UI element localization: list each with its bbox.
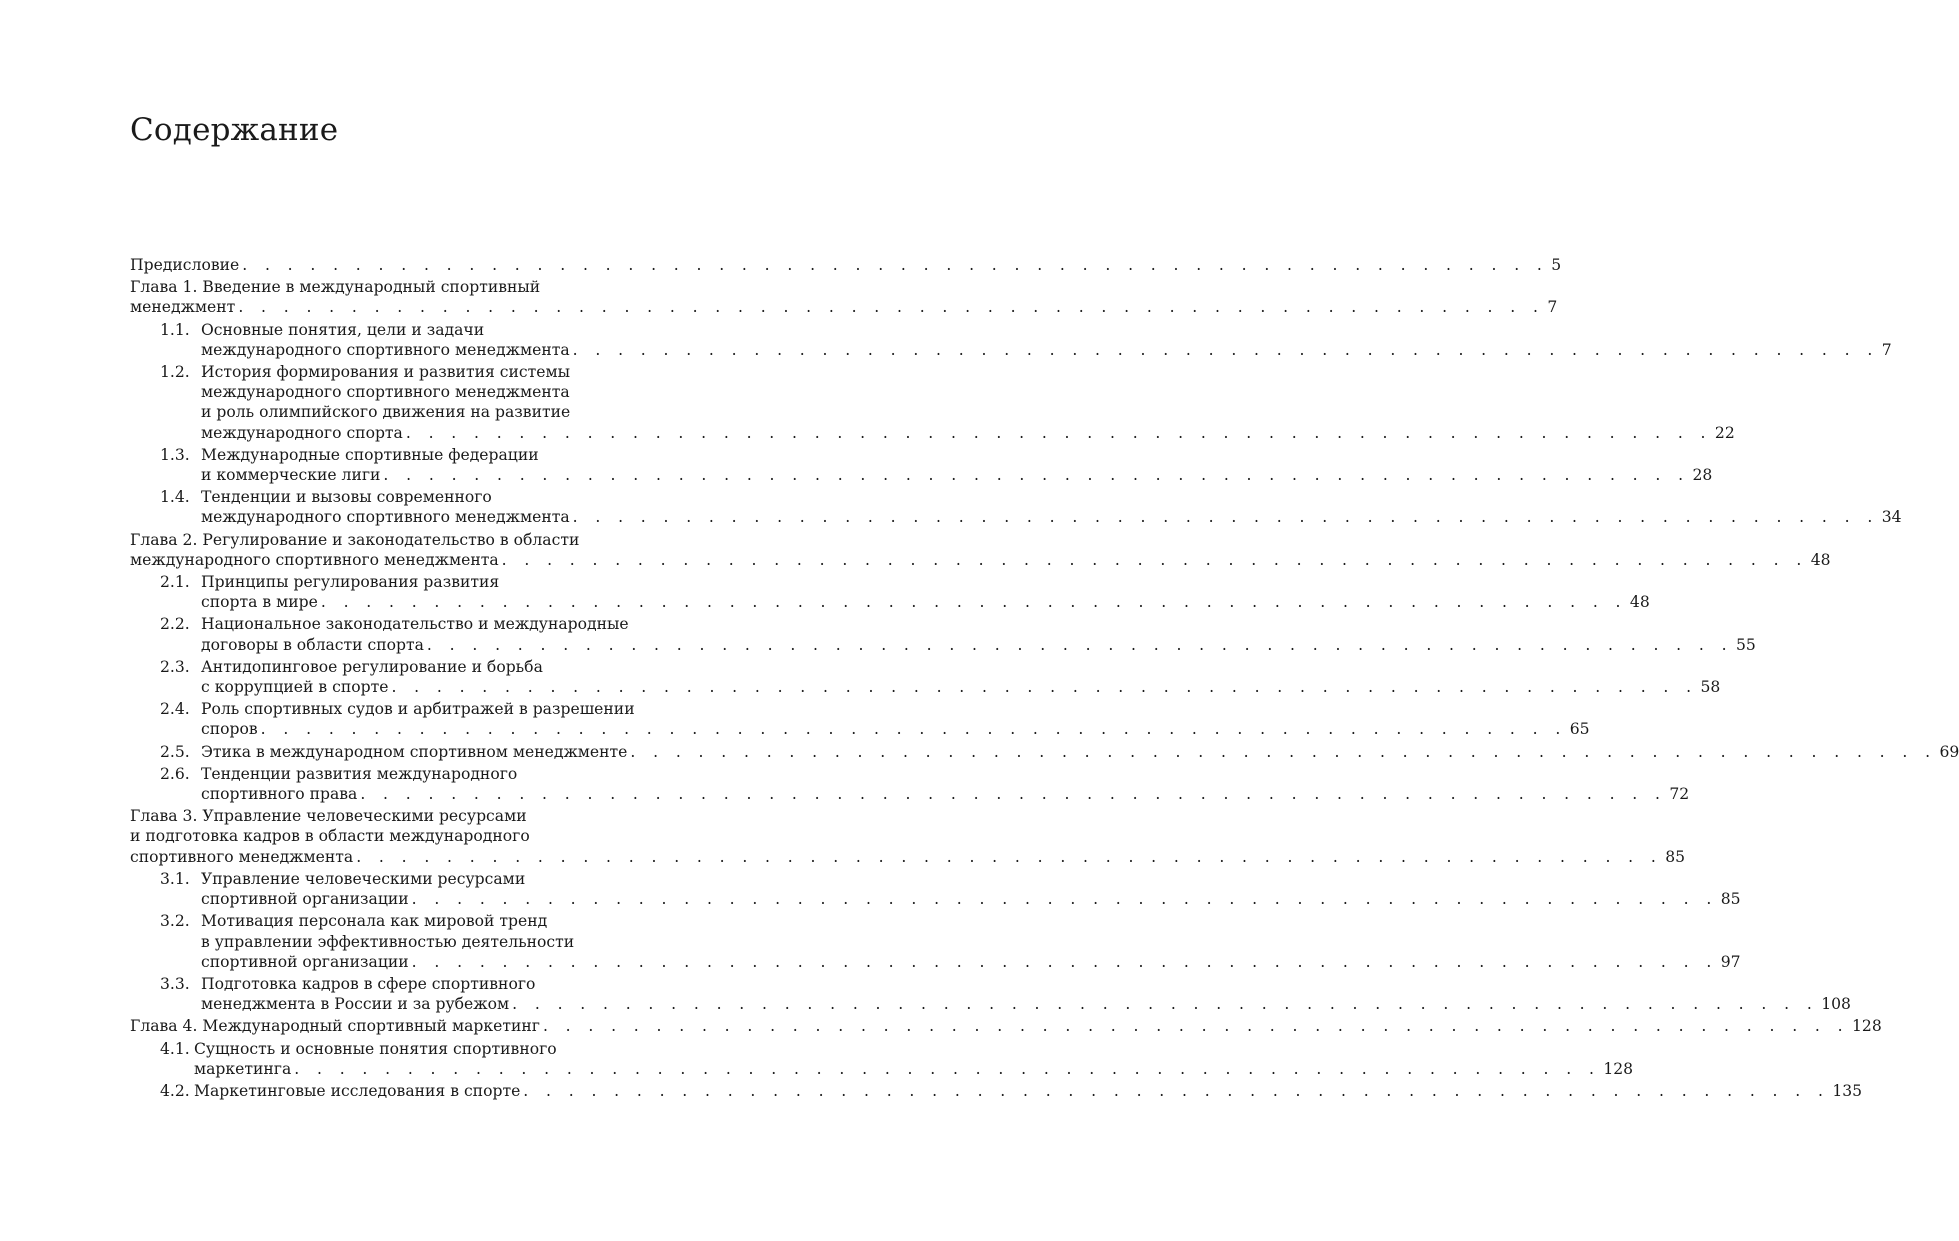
toc-section-entry <box>130 911 1741 972</box>
toc-page-number: 69 <box>1939 742 1959 761</box>
dot-leader: . . . . . . . . . . . . . . . . . . . . . . . . . . . . . . . . . . . . . . . . . . . . . . . . . . . . . . . . . . <box>260 720 1567 739</box>
toc-section-entry <box>130 1039 1634 1079</box>
toc-section-number: 2.2. <box>160 615 190 634</box>
toc-page-number: 5 <box>1551 256 1562 274</box>
toc-title-line: спортивной организации <box>201 890 409 909</box>
toc-title-line: Основные понятия, цели и задачи <box>201 320 485 339</box>
toc-page-number: 7 <box>1881 340 1892 359</box>
toc-title-line: и подготовка кадров в области международного <box>130 827 530 846</box>
dot-leader: . . . . . . . . . . . . . . . . . . . . . . . . . . . . . . . . . . . . . . . . . . . . . . . . . . . . . . . . . . <box>242 256 1549 274</box>
toc-section-number: 2.4. <box>160 700 190 719</box>
toc-section-entry <box>130 572 1650 612</box>
toc-title-line: История формирования и развития системы <box>201 363 571 382</box>
toc-title-line: в управлении эффективностью деятельности <box>201 932 575 951</box>
toc-title-line: с коррупцией в спорте <box>201 678 389 697</box>
toc-title-line: спорта в мире <box>201 593 318 612</box>
dot-leader: . . . . . . . . . . . . . . . . . . . . . . . . . . . . . . . . . . . . . . . . . . . . . . . . . . . . . . . . . . <box>572 508 1879 527</box>
dot-leader: . . . . . . . . . . . . . . . . . . . . . . . . . . . . . . . . . . . . . . . . . . . . . . . . . . . . . . . . . . <box>501 550 1808 569</box>
toc-section-entry <box>130 699 1590 739</box>
toc-section-entry <box>130 320 1892 360</box>
toc-title-line: Управление человеческими ресурсами <box>201 869 526 888</box>
dot-leader: . . . . . . . . . . . . . . . . . . . . . . . . . . . . . . . . . . . . . . . . . . . . . . . . . . . . . . . . . . <box>512 995 1819 1014</box>
toc-section-entry <box>130 974 1851 1014</box>
toc-title-line: Этика в международном спортивном менеджменте <box>201 742 628 761</box>
toc-title-line: спортивного права <box>201 785 358 804</box>
toc-section-entry <box>130 445 1713 485</box>
toc-chapter-entry <box>130 277 1558 317</box>
dot-leader: . . . . . . . . . . . . . . . . . . . . . . . . . . . . . . . . . . . . . . . . . . . . . . . . . . . . . . . . . . <box>294 1059 1601 1078</box>
toc-page-number: 97 <box>1720 952 1741 971</box>
toc-section-entry <box>130 764 1690 804</box>
toc-chapter-entry <box>130 1016 1882 1036</box>
toc-title-line: договоры в области спорта <box>201 635 424 654</box>
toc-title-line: маркетинга <box>194 1059 292 1078</box>
toc-page-number: 28 <box>1692 466 1713 485</box>
toc-title-line: Мотивация персонала как мировой тренд <box>201 912 548 931</box>
dot-leader: . . . . . . . . . . . . . . . . . . . . . . . . . . . . . . . . . . . . . . . . . . . . . . . . . . . . . . . . . . <box>356 847 1663 866</box>
toc-page-number: 22 <box>1714 423 1735 442</box>
toc-page-number: 85 <box>1720 890 1741 909</box>
dot-leader: . . . . . . . . . . . . . . . . . . . . . . . . . . . . . . . . . . . . . . . . . . . . . . . . . . . . . . . . . . <box>238 298 1545 317</box>
dot-leader: . . . . . . . . . . . . . . . . . . . . . . . . . . . . . . . . . . . . . . . . . . . . . . . . . . . . . . . . . . <box>320 593 1627 612</box>
toc-title-line: Антидопинговое регулирование и борьба <box>201 657 543 676</box>
toc-title-line: Глава 4. Международный спортивный маркетинг <box>130 1017 540 1036</box>
toc-page-number: 128 <box>1603 1059 1634 1078</box>
toc-page-number: 72 <box>1669 785 1690 804</box>
dot-leader: . . . . . . . . . . . . . . . . . . . . . . . . . . . . . . . . . . . . . . . . . . . . . . . . . . . . . . . . . . <box>391 678 1698 697</box>
toc-title-line: спортивного менеджмента <box>130 847 354 866</box>
dot-leader: . . . . . . . . . . . . . . . . . . . . . . . . . . . . . . . . . . . . . . . . . . . . . . . . . . . . . . . . . . <box>405 423 1712 442</box>
toc-section-entry <box>130 657 1721 697</box>
toc-title-line: Предисловие <box>130 256 240 274</box>
toc-section-number: 4.2. <box>160 1081 190 1100</box>
dot-leader: . . . . . . . . . . . . . . . . . . . . . . . . . . . . . . . . . . . . . . . . . . . . . . . . . . . . . . . . . . <box>572 340 1879 359</box>
toc-title-line: международного спортивного менеджмента <box>201 340 570 359</box>
toc-title-line: международного спортивного менеджмента <box>201 508 570 527</box>
dot-leader: . . . . . . . . . . . . . . . . . . . . . . . . . . . . . . . . . . . . . . . . . . . . . . . . . . . . . . . . . . <box>426 635 1733 654</box>
toc-section-number: 2.6. <box>160 764 190 783</box>
toc-page-number: 135 <box>1832 1081 1863 1100</box>
dot-leader: . . . . . . . . . . . . . . . . . . . . . . . . . . . . . . . . . . . . . . . . . . . . . . . . . . . . . . . . . . <box>411 952 1718 971</box>
toc-section-entry <box>130 487 1902 527</box>
toc-section-number: 1.2. <box>160 363 190 382</box>
toc-title-line: менеджмент <box>130 298 236 317</box>
toc-title-line: Маркетинговые исследования в спорте <box>194 1081 521 1100</box>
toc-section-number: 1.1. <box>160 320 190 339</box>
toc-chapter-entry <box>130 530 1831 570</box>
toc-page-number: 7 <box>1547 298 1558 317</box>
toc-page-number: 108 <box>1821 995 1851 1014</box>
toc-chapter-entry <box>130 806 1686 867</box>
toc-title-line: международного спорта <box>201 423 403 442</box>
toc-section-number: 2.5. <box>160 742 190 761</box>
toc-page-number: 128 <box>1852 1017 1882 1036</box>
dot-leader: . . . . . . . . . . . . . . . . . . . . . . . . . . . . . . . . . . . . . . . . . . . . . . . . . . . . . . . . . . <box>360 785 1667 804</box>
dot-leader: . . . . . . . . . . . . . . . . . . . . . . . . . . . . . . . . . . . . . . . . . . . . . . . . . . . . . . . . . . <box>383 466 1690 485</box>
toc-title-line: Международные спортивные федерации <box>201 445 539 464</box>
toc-title-line: Сущность и основные понятия спортивного <box>194 1039 557 1058</box>
toc-page-number: 48 <box>1810 550 1831 569</box>
dot-leader: . . . . . . . . . . . . . . . . . . . . . . . . . . . . . . . . . . . . . . . . . . . . . . . . . . . . . . . . . . <box>542 1017 1849 1036</box>
toc-section-number: 3.2. <box>160 912 190 931</box>
toc-section-entry <box>130 614 1756 654</box>
toc-section-number: 2.3. <box>160 657 190 676</box>
toc-title-line: Подготовка кадров в сфере спортивного <box>201 974 536 993</box>
table-of-contents <box>130 255 1959 1103</box>
toc-chapter-entry <box>130 255 1562 275</box>
toc-section-entry <box>130 362 1735 443</box>
toc-page-number: 65 <box>1569 720 1590 739</box>
toc-title-line: Национальное законодательство и международные <box>201 615 629 634</box>
toc-page-number: 48 <box>1629 593 1650 612</box>
toc-title-line: и коммерческие лиги <box>201 466 381 485</box>
page-title: Содержание <box>130 112 339 148</box>
toc-title-line: Глава 1. Введение в международный спортивный <box>130 278 541 297</box>
toc-title-line: Тенденции и вызовы современного <box>201 488 492 507</box>
dot-leader: . . . . . . . . . . . . . . . . . . . . . . . . . . . . . . . . . . . . . . . . . . . . . . . . . . . . . . . . . . <box>630 742 1937 761</box>
toc-title-line: Принципы регулирования развития <box>201 573 500 592</box>
toc-section-number: 2.1. <box>160 573 190 592</box>
toc-title-line: Тенденции развития международного <box>201 764 518 783</box>
toc-section-number: 1.3. <box>160 445 190 464</box>
toc-section-number: 1.4. <box>160 488 190 507</box>
toc-section-number: 3.3. <box>160 974 190 993</box>
toc-section-entry <box>130 869 1741 909</box>
toc-title-line: и роль олимпийского движения на развитие <box>201 403 571 422</box>
toc-title-line: споров <box>201 720 258 739</box>
toc-title-line: Глава 2. Регулирование и законодательство в области <box>130 530 580 549</box>
dot-leader: . . . . . . . . . . . . . . . . . . . . . . . . . . . . . . . . . . . . . . . . . . . . . . . . . . . . . . . . . . <box>523 1081 1830 1100</box>
toc-section-entry <box>130 742 1959 762</box>
toc-title-line: спортивной организации <box>201 952 409 971</box>
dot-leader: . . . . . . . . . . . . . . . . . . . . . . . . . . . . . . . . . . . . . . . . . . . . . . . . . . . . . . . . . . <box>411 890 1718 909</box>
toc-title-line: международного спортивного менеджмента <box>201 383 570 402</box>
toc-title-line: Роль спортивных судов и арбитражей в разрешении <box>201 700 635 719</box>
toc-page-number: 85 <box>1665 847 1686 866</box>
toc-page-number: 55 <box>1735 635 1756 654</box>
toc-section-entry <box>130 1081 1863 1101</box>
toc-section-number: 4.1. <box>160 1039 190 1058</box>
toc-section-number: 3.1. <box>160 869 190 888</box>
toc-page-number: 58 <box>1700 678 1721 697</box>
toc-title-line: менеджмента в России и за рубежом <box>201 995 510 1014</box>
toc-page-number: 34 <box>1881 508 1902 527</box>
toc-title-line: международного спортивного менеджмента <box>130 550 499 569</box>
toc-title-line: Глава 3. Управление человеческими ресурсами <box>130 807 527 826</box>
